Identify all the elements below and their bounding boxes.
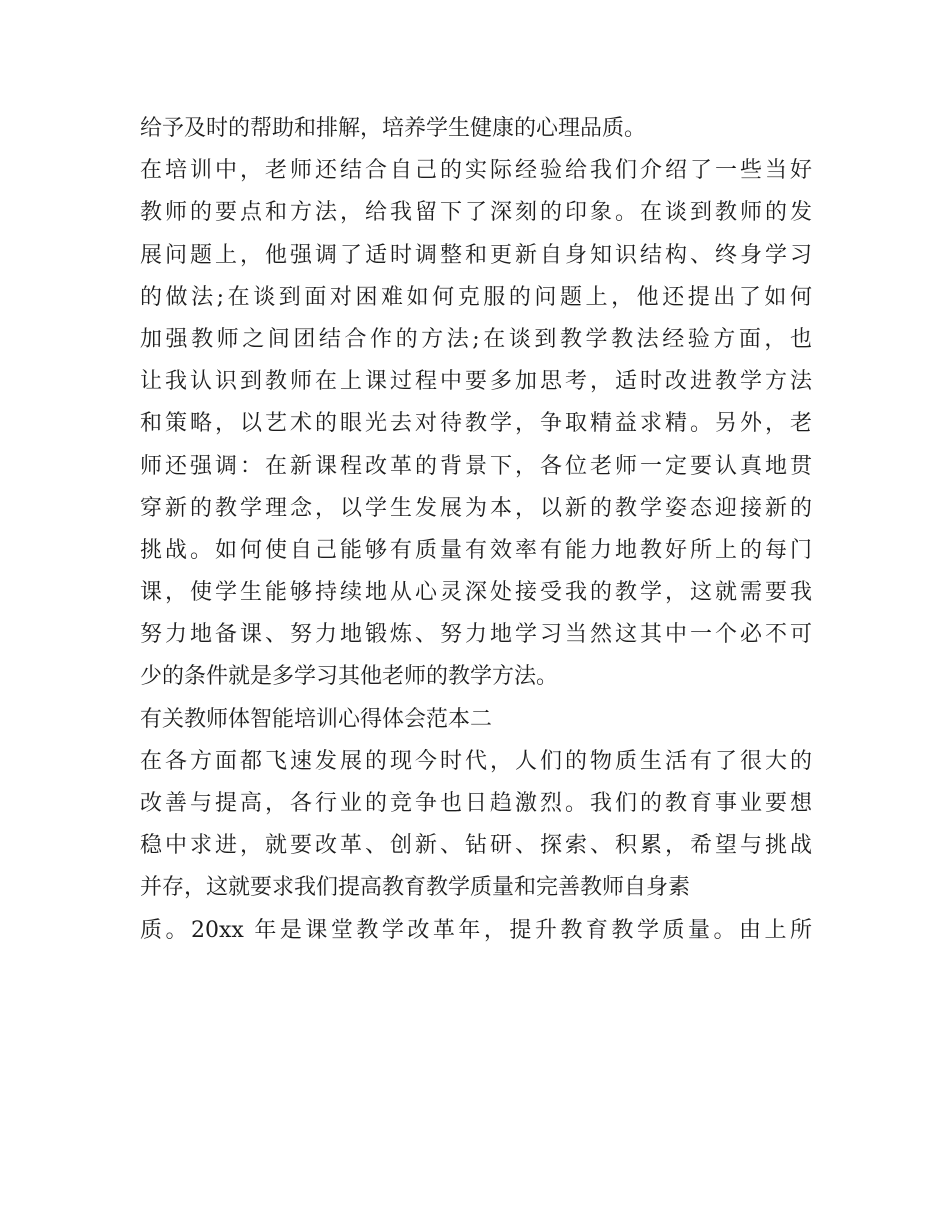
text-line: 改善与提高，各行业的竞争也日趋激烈。我们的教育事业要想 [140,791,812,816]
text-line: 的做法;在谈到面对困难如何克服的问题上，他还提出了如何 [140,284,812,310]
text-line: 穿新的教学理念，以学生发展为本，以新的教学姿态迎接新的 [140,495,812,521]
document-body [140,108,812,952]
text-line: 给予及时的帮助和排解，培养学生健康的心理品质。 [140,116,647,141]
section-heading: 有关教师体智能培训心得体会范本二 [140,706,493,732]
text-line: 稳中求进，就要改革、创新、钻研、探索、积累，希望与挑战 [140,833,812,859]
text-line: 师还强调：在新课程改革的背景下，各位老师一定要认真地贯 [140,453,812,479]
text-line: 少的条件就是多学习其他老师的教学方法。 [140,664,559,690]
text-line: 加强教师之间团结合作的方法;在谈到教学教法经验方面，也 [140,326,812,352]
text-line: 课，使学生能够持续地从心灵深处接受我的教学，这就需要我 [140,580,812,606]
text-line: 展问题上，他强调了适时调整和更新自身知识结构、终身学习 [140,242,812,268]
text-line: 在各方面都飞速发展的现今时代，人们的物质生活有了很大的 [140,748,812,774]
text-line: 在培训中，老师还结合自己的实际经验给我们介绍了一些当好 [140,158,812,184]
text-line: 挑战。如何使自己能够有质量有效率有能力地教好所上的每门 [140,537,812,563]
text-line: 和策略，以艺术的眼光去对待教学，争取精益求精。另外，老 [140,411,812,437]
text-line: 质。20xx 年是课堂教学改革年，提升教育教学质量。由上所 [140,917,812,943]
text-line: 让我认识到教师在上课过程中要多加思考，适时改进教学方法 [140,369,812,395]
text-line: 并存，这就要求我们提高教育教学质量和完善教师自身素 [140,875,691,901]
text-line: 教师的要点和方法，给我留下了深刻的印象。在谈到教师的发 [140,200,812,226]
text-line: 努力地备课、努力地锻炼、努力地学习当然这其中一个必不可 [140,622,812,648]
